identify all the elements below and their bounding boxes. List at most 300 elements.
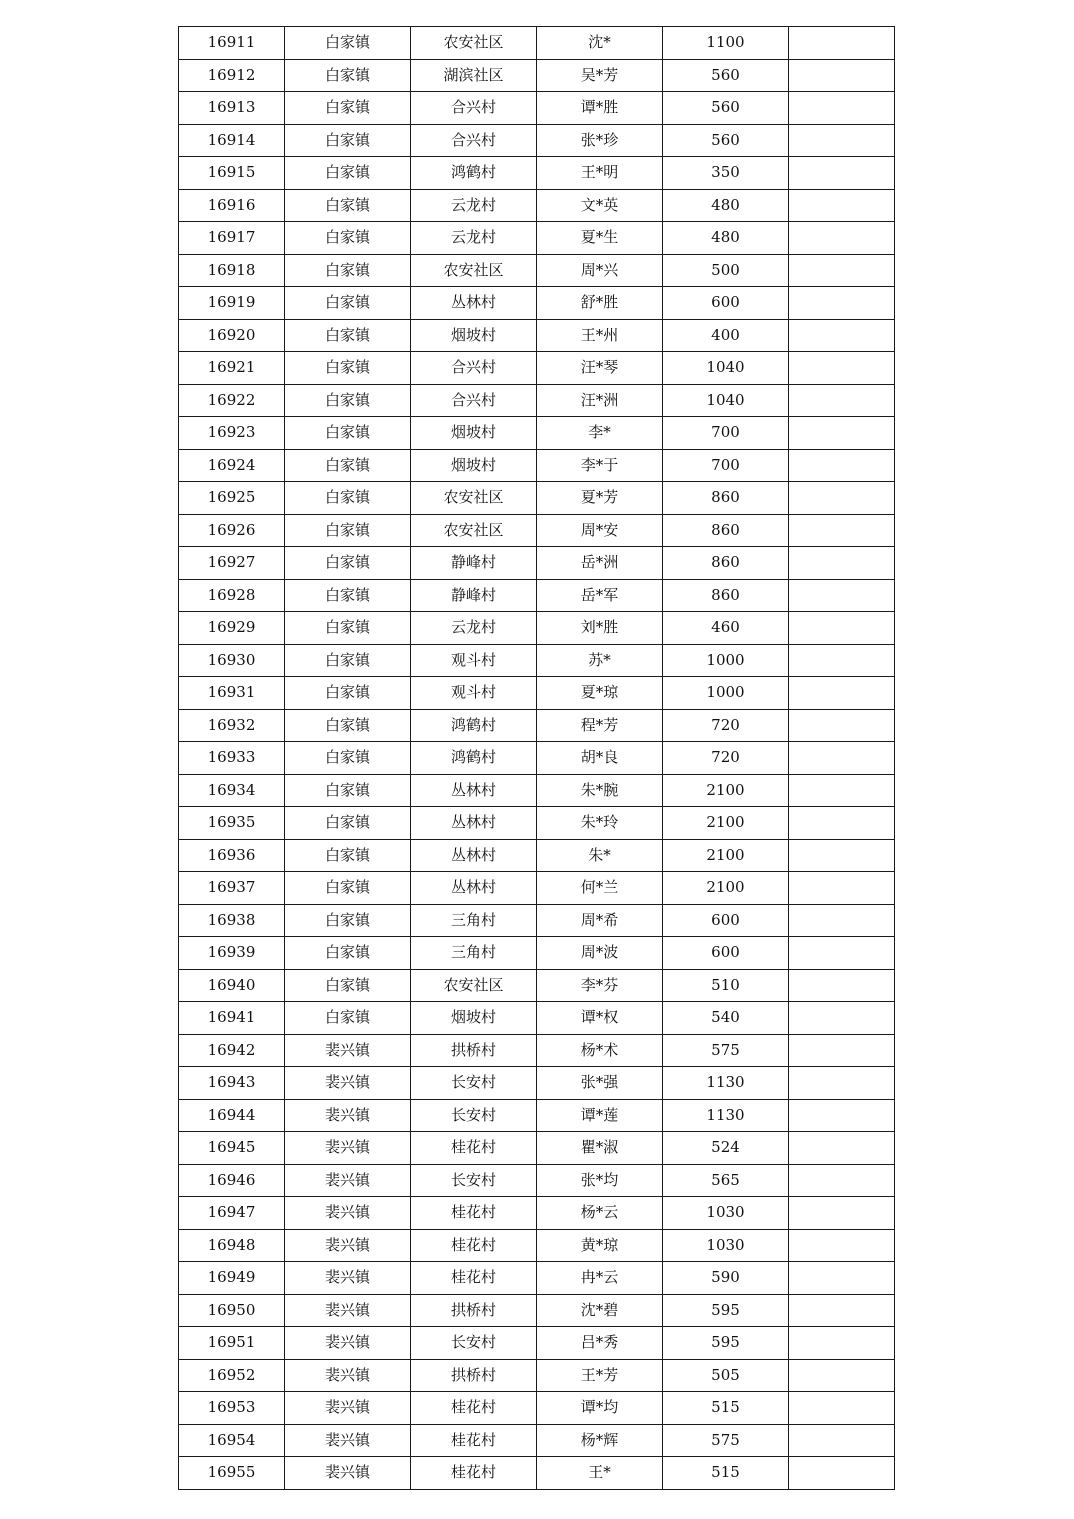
table-row	[179, 677, 895, 710]
cell-name: 冉*云	[537, 1262, 663, 1295]
cell-amount: 600	[663, 937, 789, 970]
cell-name: 谭*胜	[537, 92, 663, 125]
cell-note	[789, 27, 895, 60]
cell-amount: 524	[663, 1132, 789, 1165]
cell-village: 桂花村	[411, 1262, 537, 1295]
cell-amount: 595	[663, 1327, 789, 1360]
cell-note	[789, 1424, 895, 1457]
cell-amount: 480	[663, 222, 789, 255]
cell-village: 鸿鹤村	[411, 742, 537, 775]
cell-town: 白家镇	[285, 1002, 411, 1035]
cell-town: 白家镇	[285, 92, 411, 125]
cell-note	[789, 612, 895, 645]
cell-serial-number: 16911	[179, 27, 285, 60]
cell-note	[789, 1294, 895, 1327]
table-row	[179, 319, 895, 352]
cell-name: 刘*胜	[537, 612, 663, 645]
cell-amount: 560	[663, 124, 789, 157]
cell-serial-number: 16924	[179, 449, 285, 482]
cell-town: 白家镇	[285, 969, 411, 1002]
cell-serial-number: 16914	[179, 124, 285, 157]
table-row	[179, 612, 895, 645]
table-row	[179, 904, 895, 937]
cell-amount: 515	[663, 1457, 789, 1490]
cell-name: 王*	[537, 1457, 663, 1490]
cell-amount: 505	[663, 1359, 789, 1392]
cell-town: 裴兴镇	[285, 1229, 411, 1262]
cell-amount: 2100	[663, 839, 789, 872]
cell-note	[789, 92, 895, 125]
cell-village: 云龙村	[411, 189, 537, 222]
cell-village: 长安村	[411, 1164, 537, 1197]
cell-village: 拱桥村	[411, 1359, 537, 1392]
cell-town: 裴兴镇	[285, 1262, 411, 1295]
table-row	[179, 92, 895, 125]
cell-village: 长安村	[411, 1327, 537, 1360]
cell-village: 桂花村	[411, 1229, 537, 1262]
cell-name: 夏*琼	[537, 677, 663, 710]
cell-serial-number: 16931	[179, 677, 285, 710]
cell-serial-number: 16951	[179, 1327, 285, 1360]
cell-name: 谭*莲	[537, 1099, 663, 1132]
cell-village: 合兴村	[411, 352, 537, 385]
cell-serial-number: 16935	[179, 807, 285, 840]
cell-town: 裴兴镇	[285, 1359, 411, 1392]
cell-village: 桂花村	[411, 1132, 537, 1165]
cell-serial-number: 16919	[179, 287, 285, 320]
cell-serial-number: 16953	[179, 1392, 285, 1425]
cell-note	[789, 742, 895, 775]
cell-note	[789, 644, 895, 677]
cell-name: 周*希	[537, 904, 663, 937]
cell-amount: 2100	[663, 807, 789, 840]
table-row	[179, 774, 895, 807]
cell-village: 农安社区	[411, 969, 537, 1002]
cell-town: 白家镇	[285, 319, 411, 352]
cell-name: 李*	[537, 417, 663, 450]
cell-name: 张*强	[537, 1067, 663, 1100]
cell-amount: 500	[663, 254, 789, 287]
cell-note	[789, 189, 895, 222]
cell-amount: 860	[663, 482, 789, 515]
cell-town: 白家镇	[285, 287, 411, 320]
cell-village: 烟坡村	[411, 417, 537, 450]
cell-amount: 1040	[663, 384, 789, 417]
cell-name: 沈*	[537, 27, 663, 60]
cell-village: 合兴村	[411, 384, 537, 417]
cell-serial-number: 16917	[179, 222, 285, 255]
cell-village: 丛林村	[411, 839, 537, 872]
cell-town: 裴兴镇	[285, 1327, 411, 1360]
cell-serial-number: 16929	[179, 612, 285, 645]
table-row	[179, 124, 895, 157]
cell-name: 苏*	[537, 644, 663, 677]
cell-name: 何*兰	[537, 872, 663, 905]
cell-village: 烟坡村	[411, 449, 537, 482]
cell-village: 丛林村	[411, 807, 537, 840]
cell-village: 云龙村	[411, 612, 537, 645]
cell-village: 鸿鹤村	[411, 157, 537, 190]
cell-note	[789, 774, 895, 807]
table-row	[179, 547, 895, 580]
cell-amount: 350	[663, 157, 789, 190]
table-row	[179, 1424, 895, 1457]
table-row	[179, 1229, 895, 1262]
cell-town: 裴兴镇	[285, 1132, 411, 1165]
cell-village: 丛林村	[411, 872, 537, 905]
cell-serial-number: 16937	[179, 872, 285, 905]
record-table-body	[179, 27, 895, 1490]
cell-name: 沈*碧	[537, 1294, 663, 1327]
table-row	[179, 1327, 895, 1360]
cell-amount: 565	[663, 1164, 789, 1197]
cell-serial-number: 16916	[179, 189, 285, 222]
cell-note	[789, 1262, 895, 1295]
cell-note	[789, 482, 895, 515]
cell-name: 吴*芳	[537, 59, 663, 92]
table-row	[179, 1262, 895, 1295]
cell-name: 汪*琴	[537, 352, 663, 385]
cell-name: 杨*术	[537, 1034, 663, 1067]
table-row	[179, 644, 895, 677]
cell-note	[789, 709, 895, 742]
cell-note	[789, 287, 895, 320]
cell-village: 桂花村	[411, 1392, 537, 1425]
table-row	[179, 709, 895, 742]
cell-note	[789, 1359, 895, 1392]
cell-name: 周*兴	[537, 254, 663, 287]
table-row	[179, 579, 895, 612]
table-row	[179, 1034, 895, 1067]
cell-amount: 575	[663, 1034, 789, 1067]
cell-serial-number: 16936	[179, 839, 285, 872]
table-row	[179, 417, 895, 450]
cell-note	[789, 547, 895, 580]
cell-amount: 700	[663, 449, 789, 482]
cell-amount: 460	[663, 612, 789, 645]
table-row	[179, 742, 895, 775]
table-row	[179, 59, 895, 92]
cell-village: 拱桥村	[411, 1034, 537, 1067]
cell-serial-number: 16930	[179, 644, 285, 677]
cell-name: 杨*云	[537, 1197, 663, 1230]
cell-amount: 2100	[663, 872, 789, 905]
cell-amount: 1000	[663, 677, 789, 710]
cell-note	[789, 807, 895, 840]
cell-amount: 480	[663, 189, 789, 222]
cell-note	[789, 677, 895, 710]
cell-name: 胡*良	[537, 742, 663, 775]
cell-name: 朱*	[537, 839, 663, 872]
cell-note	[789, 1327, 895, 1360]
cell-serial-number: 16949	[179, 1262, 285, 1295]
cell-serial-number: 16934	[179, 774, 285, 807]
cell-note	[789, 449, 895, 482]
cell-village: 桂花村	[411, 1424, 537, 1457]
cell-amount: 860	[663, 514, 789, 547]
record-table	[178, 26, 895, 1490]
cell-town: 白家镇	[285, 612, 411, 645]
table-row	[179, 189, 895, 222]
cell-village: 观斗村	[411, 644, 537, 677]
cell-town: 白家镇	[285, 514, 411, 547]
cell-village: 拱桥村	[411, 1294, 537, 1327]
cell-serial-number: 16954	[179, 1424, 285, 1457]
cell-amount: 1130	[663, 1099, 789, 1132]
table-row	[179, 969, 895, 1002]
cell-name: 王*芳	[537, 1359, 663, 1392]
cell-note	[789, 937, 895, 970]
cell-town: 白家镇	[285, 384, 411, 417]
cell-amount: 515	[663, 1392, 789, 1425]
cell-village: 合兴村	[411, 92, 537, 125]
cell-town: 白家镇	[285, 839, 411, 872]
cell-note	[789, 124, 895, 157]
cell-name: 岳*军	[537, 579, 663, 612]
cell-village: 农安社区	[411, 514, 537, 547]
cell-town: 白家镇	[285, 807, 411, 840]
cell-amount: 1000	[663, 644, 789, 677]
cell-town: 裴兴镇	[285, 1034, 411, 1067]
cell-village: 桂花村	[411, 1197, 537, 1230]
cell-serial-number: 16939	[179, 937, 285, 970]
cell-amount: 700	[663, 417, 789, 450]
table-row	[179, 937, 895, 970]
cell-town: 白家镇	[285, 579, 411, 612]
cell-serial-number: 16921	[179, 352, 285, 385]
cell-town: 白家镇	[285, 904, 411, 937]
cell-name: 舒*胜	[537, 287, 663, 320]
cell-town: 裴兴镇	[285, 1164, 411, 1197]
cell-note	[789, 222, 895, 255]
cell-serial-number: 16915	[179, 157, 285, 190]
cell-name: 王*州	[537, 319, 663, 352]
cell-serial-number: 16940	[179, 969, 285, 1002]
cell-name: 黄*琼	[537, 1229, 663, 1262]
cell-note	[789, 1099, 895, 1132]
cell-town: 白家镇	[285, 189, 411, 222]
cell-town: 白家镇	[285, 547, 411, 580]
cell-serial-number: 16927	[179, 547, 285, 580]
cell-amount: 560	[663, 92, 789, 125]
cell-note	[789, 1067, 895, 1100]
cell-village: 湖滨社区	[411, 59, 537, 92]
cell-serial-number: 16933	[179, 742, 285, 775]
cell-amount: 2100	[663, 774, 789, 807]
cell-note	[789, 904, 895, 937]
cell-serial-number: 16913	[179, 92, 285, 125]
cell-note	[789, 254, 895, 287]
cell-note	[789, 839, 895, 872]
cell-serial-number: 16944	[179, 1099, 285, 1132]
table-row	[179, 384, 895, 417]
cell-village: 合兴村	[411, 124, 537, 157]
table-row	[179, 157, 895, 190]
cell-serial-number: 16945	[179, 1132, 285, 1165]
cell-village: 三角村	[411, 937, 537, 970]
cell-town: 白家镇	[285, 124, 411, 157]
cell-amount: 720	[663, 709, 789, 742]
cell-name: 夏*生	[537, 222, 663, 255]
cell-note	[789, 1132, 895, 1165]
cell-name: 夏*芳	[537, 482, 663, 515]
cell-note	[789, 157, 895, 190]
cell-serial-number: 16947	[179, 1197, 285, 1230]
cell-town: 白家镇	[285, 449, 411, 482]
table-row	[179, 254, 895, 287]
table-row	[179, 1002, 895, 1035]
cell-serial-number: 16925	[179, 482, 285, 515]
cell-village: 静峰村	[411, 579, 537, 612]
table-row	[179, 1164, 895, 1197]
cell-town: 白家镇	[285, 59, 411, 92]
table-row	[179, 1099, 895, 1132]
cell-serial-number: 16941	[179, 1002, 285, 1035]
table-row	[179, 839, 895, 872]
cell-village: 农安社区	[411, 27, 537, 60]
cell-note	[789, 1197, 895, 1230]
cell-name: 朱*腕	[537, 774, 663, 807]
cell-serial-number: 16922	[179, 384, 285, 417]
cell-amount: 1100	[663, 27, 789, 60]
cell-town: 白家镇	[285, 742, 411, 775]
cell-note	[789, 319, 895, 352]
cell-amount: 575	[663, 1424, 789, 1457]
cell-amount: 595	[663, 1294, 789, 1327]
cell-amount: 1130	[663, 1067, 789, 1100]
table-row	[179, 352, 895, 385]
cell-note	[789, 872, 895, 905]
cell-village: 云龙村	[411, 222, 537, 255]
cell-name: 杨*辉	[537, 1424, 663, 1457]
cell-village: 长安村	[411, 1067, 537, 1100]
cell-amount: 510	[663, 969, 789, 1002]
cell-serial-number: 16932	[179, 709, 285, 742]
cell-name: 程*芳	[537, 709, 663, 742]
cell-serial-number: 16950	[179, 1294, 285, 1327]
cell-note	[789, 352, 895, 385]
cell-town: 白家镇	[285, 937, 411, 970]
cell-amount: 400	[663, 319, 789, 352]
cell-town: 裴兴镇	[285, 1424, 411, 1457]
table-row	[179, 514, 895, 547]
cell-town: 裴兴镇	[285, 1457, 411, 1490]
cell-amount: 720	[663, 742, 789, 775]
cell-note	[789, 1457, 895, 1490]
cell-name: 汪*洲	[537, 384, 663, 417]
cell-name: 周*安	[537, 514, 663, 547]
cell-name: 王*明	[537, 157, 663, 190]
cell-serial-number: 16912	[179, 59, 285, 92]
cell-amount: 540	[663, 1002, 789, 1035]
cell-village: 农安社区	[411, 482, 537, 515]
cell-village: 静峰村	[411, 547, 537, 580]
cell-name: 谭*均	[537, 1392, 663, 1425]
cell-town: 白家镇	[285, 482, 411, 515]
cell-town: 白家镇	[285, 222, 411, 255]
cell-village: 烟坡村	[411, 1002, 537, 1035]
cell-town: 白家镇	[285, 352, 411, 385]
cell-village: 三角村	[411, 904, 537, 937]
cell-name: 谭*权	[537, 1002, 663, 1035]
table-row	[179, 1197, 895, 1230]
cell-serial-number: 16920	[179, 319, 285, 352]
cell-village: 农安社区	[411, 254, 537, 287]
cell-note	[789, 59, 895, 92]
table-row	[179, 1132, 895, 1165]
table-row	[179, 872, 895, 905]
cell-town: 白家镇	[285, 872, 411, 905]
cell-village: 丛林村	[411, 287, 537, 320]
cell-name: 李*于	[537, 449, 663, 482]
cell-village: 丛林村	[411, 774, 537, 807]
cell-note	[789, 1164, 895, 1197]
cell-serial-number: 16926	[179, 514, 285, 547]
cell-note	[789, 1229, 895, 1262]
cell-serial-number: 16943	[179, 1067, 285, 1100]
cell-name: 张*珍	[537, 124, 663, 157]
cell-name: 岳*洲	[537, 547, 663, 580]
cell-serial-number: 16923	[179, 417, 285, 450]
table-row	[179, 807, 895, 840]
cell-note	[789, 417, 895, 450]
cell-name: 朱*玲	[537, 807, 663, 840]
table-row	[179, 287, 895, 320]
cell-note	[789, 579, 895, 612]
table-row	[179, 222, 895, 255]
cell-amount: 1030	[663, 1197, 789, 1230]
cell-note	[789, 384, 895, 417]
cell-name: 李*芬	[537, 969, 663, 1002]
cell-name: 瞿*淑	[537, 1132, 663, 1165]
cell-serial-number: 16955	[179, 1457, 285, 1490]
cell-name: 文*英	[537, 189, 663, 222]
cell-town: 白家镇	[285, 417, 411, 450]
cell-name: 吕*秀	[537, 1327, 663, 1360]
cell-village: 烟坡村	[411, 319, 537, 352]
cell-town: 白家镇	[285, 677, 411, 710]
table-row	[179, 449, 895, 482]
cell-amount: 600	[663, 904, 789, 937]
cell-note	[789, 514, 895, 547]
cell-village: 观斗村	[411, 677, 537, 710]
cell-village: 桂花村	[411, 1457, 537, 1490]
cell-village: 鸿鹤村	[411, 709, 537, 742]
cell-serial-number: 16942	[179, 1034, 285, 1067]
cell-town: 白家镇	[285, 709, 411, 742]
cell-village: 长安村	[411, 1099, 537, 1132]
cell-town: 白家镇	[285, 254, 411, 287]
cell-amount: 860	[663, 579, 789, 612]
cell-amount: 560	[663, 59, 789, 92]
cell-note	[789, 1392, 895, 1425]
cell-town: 裴兴镇	[285, 1197, 411, 1230]
cell-amount: 860	[663, 547, 789, 580]
cell-town: 裴兴镇	[285, 1067, 411, 1100]
cell-note	[789, 1002, 895, 1035]
cell-amount: 600	[663, 287, 789, 320]
cell-serial-number: 16952	[179, 1359, 285, 1392]
cell-town: 裴兴镇	[285, 1294, 411, 1327]
cell-town: 裴兴镇	[285, 1392, 411, 1425]
cell-note	[789, 1034, 895, 1067]
table-row	[179, 1457, 895, 1490]
cell-town: 裴兴镇	[285, 1099, 411, 1132]
table-row	[179, 1359, 895, 1392]
table-row	[179, 482, 895, 515]
cell-serial-number: 16928	[179, 579, 285, 612]
cell-serial-number: 16948	[179, 1229, 285, 1262]
